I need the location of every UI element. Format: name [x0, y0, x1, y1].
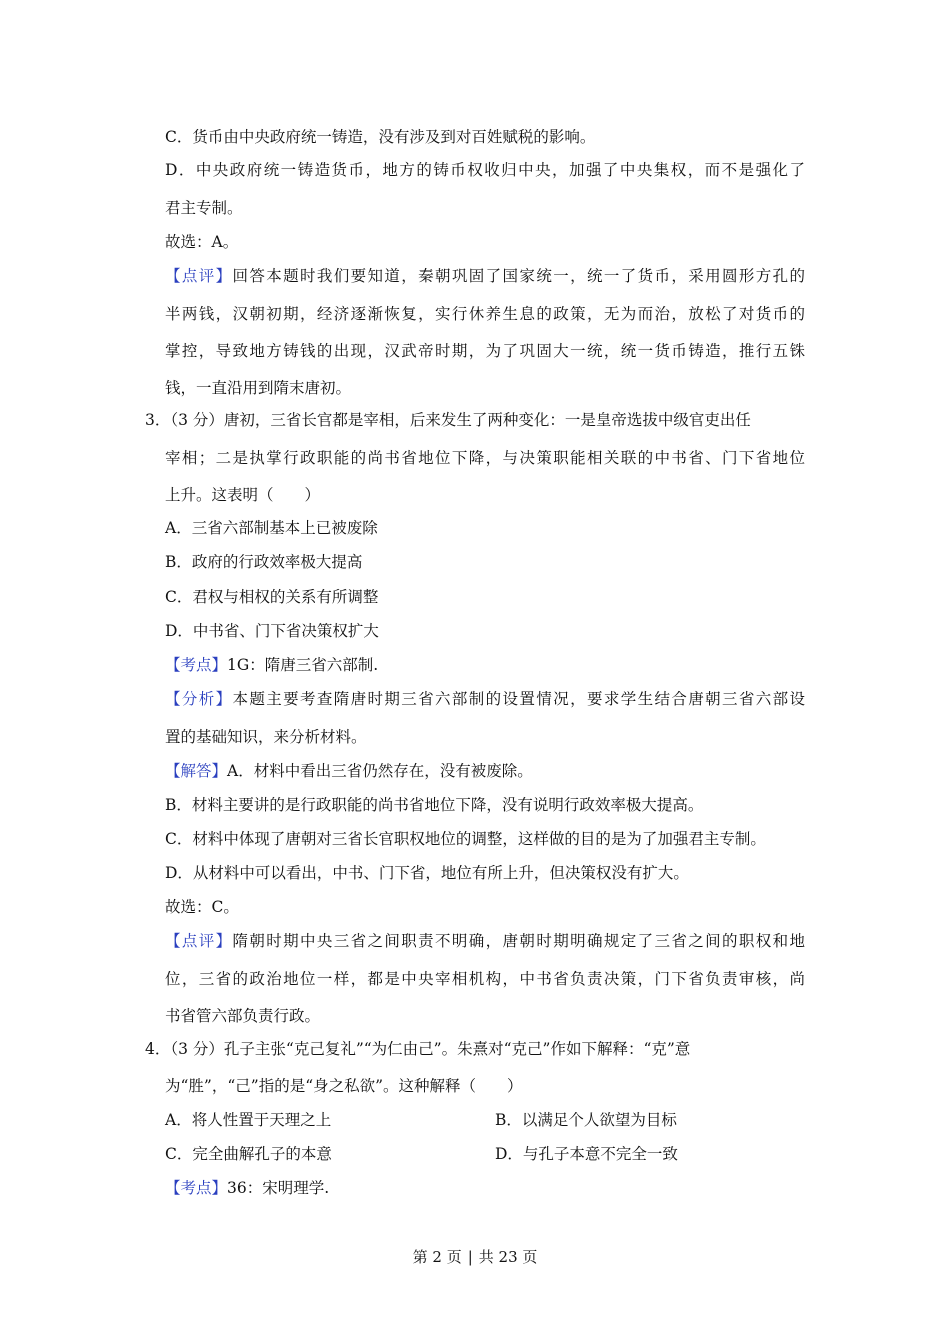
analysis-tag: 【分析】	[165, 690, 233, 708]
q3-point: 【考点】1G：隋唐三省六部制.	[165, 656, 379, 674]
q2-option-c: C．货币由中央政府统一铸造，没有涉及到对百姓赋税的影响。	[165, 128, 596, 146]
q4-option-a: A．将人性置于天理之上	[165, 1111, 332, 1129]
page-total: 共 23 页	[478, 1248, 538, 1266]
q3-option-a: A．三省六部制基本上已被废除	[165, 519, 378, 537]
comment-tag: 【点评】	[165, 932, 233, 950]
q3-comment-line1: 【点评】隋朝时期中央三省之间职责不明确，唐朝时期明确规定了三省之间的职权和地	[165, 932, 805, 950]
question-number: 3．	[145, 411, 171, 429]
page-number: 第 2 页	[412, 1248, 462, 1266]
solution-tag: 【解答】	[165, 762, 228, 780]
q2-comment-line3: 掌控，导致地方铸钱的出现，汉武帝时期，为了巩固大一统，统一货币铸造，推行五铢	[165, 342, 805, 360]
question-number: 4．	[145, 1040, 171, 1058]
q3-comment-line2: 位，三省的政治地位一样，都是中央宰相机构，中书省负责决策，门下省负责审核，尚	[165, 970, 805, 988]
q2-comment-line2: 半两钱，汉朝初期，经济逐渐恢复，实行休养生息的政策，无为而治，放松了对货币的	[165, 305, 805, 323]
q2-comment-line1: 【点评】回答本题时我们要知道，秦朝巩固了国家统一，统一了货币，采用圆形方孔的	[165, 267, 805, 285]
q3-analysis-line2: 置的基础知识，来分析材料。	[165, 728, 367, 746]
q2-option-d-line2: 君主专制。	[165, 199, 243, 217]
q3-comment-line3: 书省管六部负责行政。	[165, 1007, 321, 1025]
q2-answer: 故选：A。	[165, 233, 239, 251]
page-footer	[0, 1246, 950, 1267]
q3-solution-d: D．从材料中可以看出，中书、门下省，地位有所上升，但决策权没有扩大。	[165, 864, 689, 882]
q4-point: 【考点】36：宋明理学.	[165, 1179, 330, 1197]
q4-stem-line1: 4．（3 分）孔子主张“克己复礼”“为仁由己”。朱熹对“克己”作如下解释：“克”意	[145, 1040, 691, 1058]
q2-option-d-line1: D．中央政府统一铸造货币，地方的铸币权收归中央，加强了中央集权，而不是强化了	[165, 161, 805, 179]
q4-option-c: C．完全曲解孔子的本意	[165, 1145, 332, 1163]
point-tag: 【考点】	[165, 1179, 228, 1197]
q3-option-b: B．政府的行政效率极大提高	[165, 553, 363, 571]
point-tag: 【考点】	[165, 656, 228, 674]
q3-analysis-line1: 【分析】本题主要考查隋唐时期三省六部制的设置情况，要求学生结合唐朝三省六部设	[165, 690, 805, 708]
q3-option-d: D．中书省、门下省决策权扩大	[165, 622, 379, 640]
q3-solution-b: B．材料主要讲的是行政职能的尚书省地位下降，没有说明行政效率极大提高。	[165, 796, 704, 814]
footer-separator: |	[467, 1248, 473, 1266]
q4-option-d: D．与孔子本意不完全一致	[495, 1145, 678, 1163]
q4-stem-line2: 为“胜”，“己”指的是“身之私欲”。这种解释（ ）	[165, 1077, 523, 1095]
q3-stem-line3: 上升。这表明（ ）	[165, 486, 321, 504]
q4-option-b: B．以满足个人欲望为目标	[495, 1111, 677, 1129]
comment-tag: 【点评】	[165, 267, 233, 285]
q3-answer: 故选：C。	[165, 898, 239, 916]
q3-option-c: C．君权与相权的关系有所调整	[165, 588, 379, 606]
q3-solution-c: C．材料中体现了唐朝对三省长官职权地位的调整，这样做的目的是为了加强君主专制。	[165, 830, 766, 848]
q3-stem-line2: 宰相；二是执掌行政职能的尚书省地位下降，与决策职能相关联的中书省、门下省地位	[165, 449, 805, 467]
q2-comment-line4: 钱，一直沿用到隋末唐初。	[165, 379, 352, 397]
q3-stem-line1: 3．（3 分）唐初，三省长官都是宰相，后来发生了两种变化：一是皇帝选拔中级官吏出任	[145, 411, 751, 429]
q3-solution-a: 【解答】A．材料中看出三省仍然存在，没有被废除。	[165, 762, 533, 780]
